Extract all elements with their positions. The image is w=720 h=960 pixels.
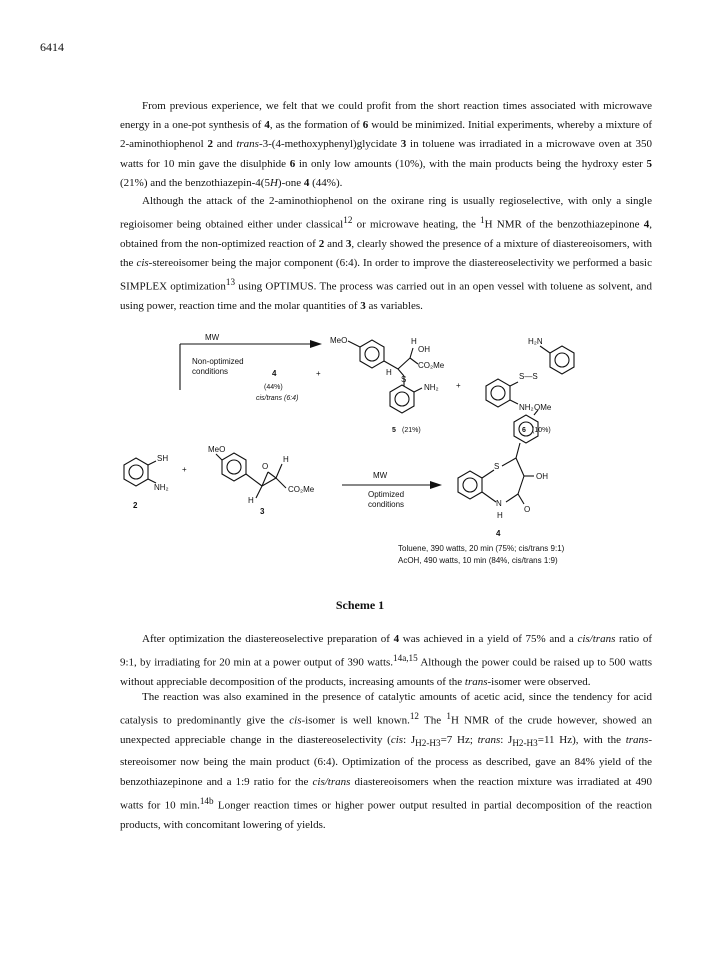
compound-5-h-top: H — [411, 337, 417, 346]
bottom-conditions-line-2: conditions — [368, 500, 405, 509]
reactant-3-h-bottom: H — [248, 496, 254, 505]
bottom-arrow-label: MW — [373, 471, 388, 480]
reactant-3-o: O — [262, 462, 269, 471]
compound-6-h2n: H₂N — [528, 337, 543, 346]
paragraph-4: The reaction was also examined in the presence of catalytic amounts of acetic acid, since the tendency for acid catalysis to predominantly give the cis-isomer is well known.$^{12}$ The $^1$H NMR of the crude however, showed an unexpected appreciable change in the diastereoselectivity (cis: $J_{H2-H3}=7$ Hz; trans: $J_{H2-H3}=11$ Hz), with the trans-stereoisomer now being the main product (6:4). Optimization of the process as described, gave an 84% yield of the benzothiazepinone and a 1:9 ratio for the cis/trans diastereoisomers when the reaction mixture was irradiated at 490 watts for 10 min.$^{14b}$ Longer reaction times or higher power output resulted in partial decomposition of the reaction products, with concomitant lowering of yields. — [120, 691, 652, 831]
reactant-3-co2me: CO₂Me — [288, 485, 315, 494]
product-4-ratio: cis/trans (6:4) — [256, 395, 299, 402]
compound-5-h-bottom: H — [386, 368, 392, 377]
reactant-2-label: 2 — [133, 501, 138, 510]
top-conditions-line-1: Non-optimized — [192, 357, 244, 366]
compound-6-label: 6 — [522, 427, 526, 434]
product-4-label: 4 — [272, 369, 277, 378]
compound-6-yield: (10%) — [532, 427, 551, 434]
top-arrow-label: MW — [205, 333, 220, 342]
plus-sign-2: + — [456, 381, 461, 390]
compound-5-oh: OH — [418, 345, 430, 354]
bottom-reaction-arrow — [342, 481, 442, 489]
compound-5-s: S — [401, 375, 407, 384]
paragraph-2: Although the attack of the 2-aminothiophenol on the oxirane ring is usually regioselective, with only a single regioisomer being obtained either under classical$^{12}$ or microwave heating, the $^1$H NMR of the benzothiazepinone 4, obtained from the non-optimized reaction of 2 and 3, clearly showed the presence of a mixture of diastereoisomers, with the cis-stereoisomer being the major component (6:4). In order to improve the diastereoselectivity we performed a basic SIMPLEX optimization$^{13}$ using OPTIMUS. The process was carried out in an open vessel with toluene as solvent, and using power, reaction time and the molar quantities of 3 as variables. — [120, 195, 653, 313]
reactant-3-meo: MeO — [208, 445, 226, 454]
product-4-o: O — [524, 505, 531, 514]
product-4-n: N — [496, 499, 502, 508]
top-conditions-line-2: conditions — [192, 367, 229, 376]
reactant-2-sh: SH — [157, 454, 169, 463]
scheme-1-drawing — [0, 330, 720, 592]
result-line-2: AcOH, 490 watts, 10 min (84%, cis/trans 1:9) — [398, 556, 558, 565]
paragraph-3: After optimization the diastereoselective preparation of 4 was achieved in a yield of 75% and a cis/trans ratio of 9:1, by irradiating for 20 min at a power output of 390 watts.$^{14a,15}$ Although the power could be raised up to 500 watts without appreciable decomposition of the products, increasing amounts of the trans-isomer were observed. — [120, 633, 652, 689]
product-4-yield: (44%) — [264, 384, 283, 391]
compound-5-yield: (21%) — [402, 427, 421, 434]
bottom-conditions-line-1: Optimized — [368, 490, 405, 499]
product-4-h: H — [497, 511, 503, 520]
reactant-3-h-top: H — [283, 455, 289, 464]
compound-5-meo: MeO — [330, 336, 348, 345]
result-line-1: Toluene, 390 watts, 20 min (75%; cis/trans 9:1) — [398, 544, 565, 553]
scheme-caption: Scheme 1 — [335, 598, 385, 612]
reactant-2-nh2: NH₂ — [154, 483, 169, 492]
benzothiazepinone-4-structure — [458, 410, 538, 504]
compound-6-nh2: NH₂ — [519, 403, 534, 412]
reactant-2-structure — [124, 458, 156, 486]
final-product-4-label: 4 — [496, 529, 501, 538]
compound-5-label: 5 — [392, 427, 396, 434]
product-4-ome: OMe — [534, 403, 552, 412]
product-4-oh: OH — [536, 472, 548, 481]
plus-sign-3: + — [182, 465, 187, 474]
plus-sign-1: + — [316, 369, 321, 378]
compound-5-nh2: NH₂ — [424, 383, 439, 392]
compound-5-structure — [348, 340, 422, 413]
reactant-3-structure — [216, 453, 286, 498]
compound-5-co2me: CO₂Me — [418, 361, 445, 370]
page-number: 6414 — [40, 40, 64, 54]
product-4-s: S — [494, 462, 500, 471]
paragraph-1: From previous experience, we felt that we could profit from the short reaction times associated with microwave energy in a one-pot synthesis of 4, as the formation of 6 would be minimized. Initial experiments, whereby a mixture of 2-aminothiophenol 2 and trans-3-(4-methoxyphenyl)glycidate 3 in toluene was irradiated in a microwave oven at 350 watts for 10 min gave the disulphide 6 in only low amounts (10%), with the main products being the hydroxy ester 5 (21%) and the benzothiazepin-4(5H)-one 4 (44%). — [120, 100, 652, 189]
compound-6-ss: S—S — [519, 372, 538, 381]
reactant-3-label: 3 — [260, 507, 265, 516]
